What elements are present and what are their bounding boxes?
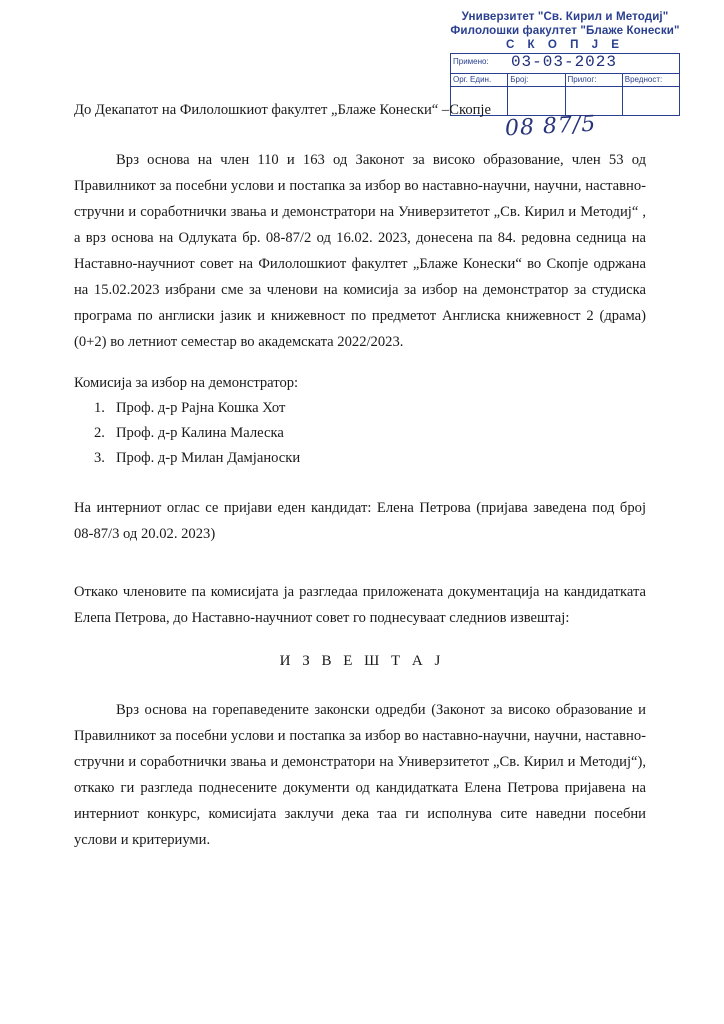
committee-member-number: 1. [94, 400, 105, 416]
committee-member-name: Проф. д-р Калина Малеска [116, 425, 284, 441]
stamp-handwritten-number: 08 87/5 [504, 111, 597, 142]
stamp-city: С К О П Ј Е [505, 38, 625, 51]
stamp-received-cell [451, 54, 680, 74]
report-heading: И З В Е Ш Т А Ј [279, 653, 445, 669]
addressee-line: До Декапатот на Филолошкиот факултет „Блаже Конески“ –Скопје [74, 102, 491, 118]
candidate-paragraph: На интерниот оглас се пријави еден кандидат: Елена Петрова (пријава заведена под број 08-87/3 од 20.02. 2023) [74, 500, 646, 542]
committee-member-name: Проф. д-р Милан Дамјаноски [116, 450, 301, 466]
stamp-attachment-label: Прилог: [565, 74, 622, 87]
conclusion-paragraph: Врз основа на горепаведените законски одредби (Законот за високо образование и Правилникот за посебни услови и постапка за избор во наставно-научни, научни, наставно-стручни и соработнички звања и демонстратори на Универзитетот „Св. Кирил и Методиј“), откако ги разгледа поднесените документи од кандидатката Елена Петрова пријавена на интерниот конкурс, комисијата заклучи дека таа ги исполнува сите наведни посебни услови и критериуми. [74, 702, 646, 848]
intro-paragraph: Врз основа на член 110 и 163 од Законот за високо образование, член 53 од Правилникот за посебни услови и постапка за избор во наставно-научни, научни, наставно-стручни и соработнички звања и демонстратори на Универзитетот „Св. Кирил и Методиј“ , а врз основа на Одлуката бр. 08-87/2 од 16.02. 2023, донесена па 84. редовна седница на Наставно-научниот совет на Филолошкиот факултет „Блаже Конески“ во Скопје одржана на 15.02.2023 избрани сме за членови на комисија за избор на демонстратор за студиска програма по англиски јазик и книжевност по предметот Англиска книжевност 2 (драма) (0+2) во летниот семестар во академската 2022/2023. [74, 152, 646, 350]
stamp-value-label: Вредност: [622, 74, 679, 87]
committee-member-number: 3. [94, 450, 105, 466]
committee-member-name: Проф. д-р Рајна Кошка Хот [116, 400, 286, 416]
stamp-org-unit-label: Орг. Един. [451, 74, 508, 87]
stamp-faculty: Филолошки факултет "Блаже Конески" [450, 24, 680, 37]
committee-member-number: 2. [94, 425, 105, 441]
committee-member [94, 421, 300, 446]
stamp-received-label: Примено: [453, 57, 489, 66]
committee-list [94, 396, 300, 471]
stamp-university: Универзитет "Св. Кирил и Методиј" [461, 10, 669, 23]
committee-label: Комисија за избор на демонстратор: [74, 375, 299, 391]
review-paragraph: Откако членовите па комисијата ја разгледаа приложената документација на кандидатката Елепа Петрова, до Наставно-научниот совет го поднесуваат следниов извештај: [74, 584, 646, 626]
stamp-cell [622, 87, 679, 116]
stamp-received-date: 03-03-2023 [510, 53, 617, 71]
stamp-cell [508, 87, 565, 116]
committee-member [94, 446, 300, 471]
stamp-number-label: Број: [508, 74, 565, 87]
committee-member [94, 396, 300, 421]
